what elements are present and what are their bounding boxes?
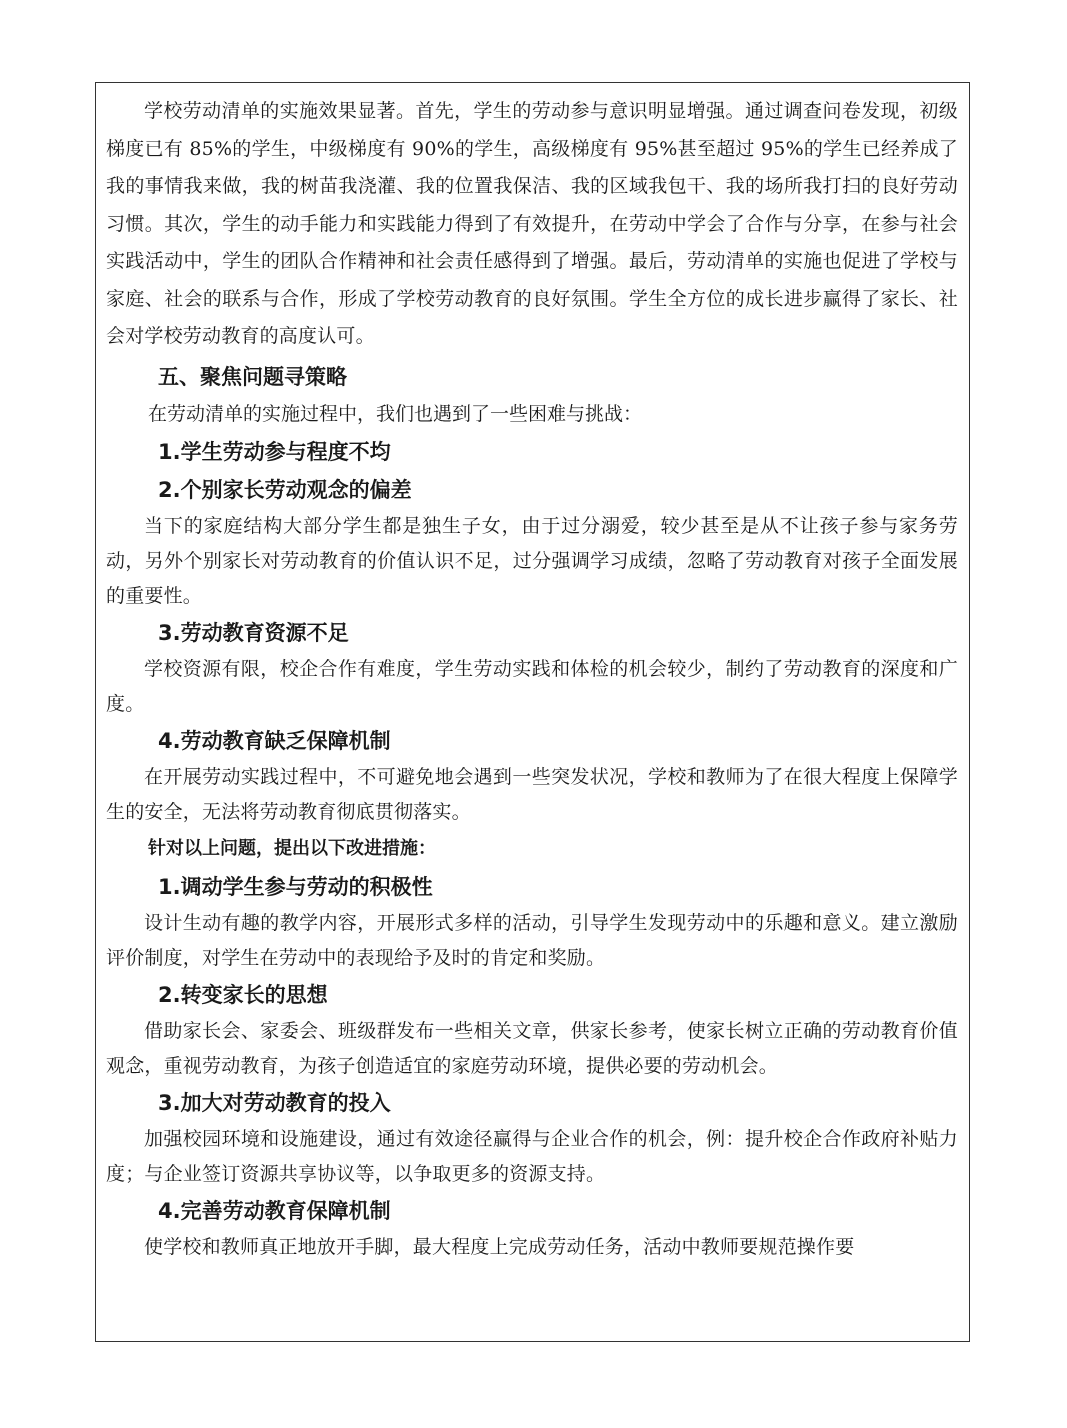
measure-4-title: 4.完善劳动教育保障机制 (158, 1198, 391, 1223)
document-body (106, 93, 958, 1265)
measure-3-title: 3.加大对劳动教育的投入 (158, 1090, 391, 1115)
intro-paragraph: 学校劳动清单的实施效果显著。首先，学生的劳动参与意识明显增强。通过调查问卷发现，初级梯度已有 85%的学生，中级梯度有 90%的学生，高级梯度有 95%甚至超过 95%的学生已经养成了我的事情我来做，我的树苗我浇灌、我的位置我保洁、我的区域我包干、我的场所我打扫的良好劳动习惯。其次，学生的动手能力和实践能力得到了有效提升，在劳动中学会了合作与分享，在参与社会实践活动中，学生的团队合作精神和社会责任感得到了增强。最后，劳动清单的实施也促进了学校与家庭、社会的联系与合作，形成了学校劳动教育的良好氛围。学生全方位的成长进步赢得了家长、社会对学校劳动教育的高度认可。 (106, 100, 958, 347)
problem-4-title: 4.劳动教育缺乏保障机制 (158, 728, 391, 753)
problem-3-title: 3.劳动教育资源不足 (158, 620, 349, 645)
problem-4-body: 在开展劳动实践过程中，不可避免地会遇到一些突发状况，学校和教师为了在很大程度上保障学生的安全，无法将劳动教育彻底贯彻落实。 (106, 765, 958, 823)
measure-3-body: 加强校园环境和设施建设，通过有效途径赢得与企业合作的机会，例：提升校企合作政府补贴力度；与企业签订资源共享协议等，以争取更多的资源支持。 (106, 1127, 958, 1185)
problem-1-title: 1.学生劳动参与程度不均 (158, 439, 391, 464)
measures-lead: 针对以上问题，提出以下改进措施： (148, 837, 436, 859)
measure-2-body: 借助家长会、家委会、班级群发布一些相关文章，供家长参考，使家长树立正确的劳动教育价值观念，重视劳动教育，为孩子创造适宜的家庭劳动环境，提供必要的劳动机会。 (106, 1019, 958, 1077)
section-lead: 在劳动清单的实施过程中，我们也遇到了一些困难与挑战： (148, 402, 643, 425)
section-title: 五、聚焦问题寻策略 (158, 364, 347, 389)
measure-4-body: 使学校和教师真正地放开手脚，最大程度上完成劳动任务，活动中教师要规范操作要 (144, 1235, 855, 1258)
measure-1-body: 设计生动有趣的教学内容，开展形式多样的活动，引导学生发现劳动中的乐趣和意义。建立激励评价制度，对学生在劳动中的表现给予及时的肯定和奖励。 (106, 911, 958, 969)
measure-1-title: 1.调动学生参与劳动的积极性 (158, 874, 433, 899)
problem-3-body: 学校资源有限，校企合作有难度，学生劳动实践和体检的机会较少，制约了劳动教育的深度和广度。 (106, 657, 958, 715)
measure-2-title: 2.转变家长的思想 (158, 982, 328, 1007)
problem-2-title: 2.个别家长劳动观念的偏差 (158, 477, 412, 502)
document-frame (95, 82, 970, 1342)
problem-2-body: 当下的家庭结构大部分学生都是独生子女，由于过分溺爱，较少甚至是从不让孩子参与家务劳动，另外个别家长对劳动教育的价值认识不足，过分强调学习成绩，忽略了劳动教育对孩子全面发展的重要性。 (106, 514, 958, 607)
